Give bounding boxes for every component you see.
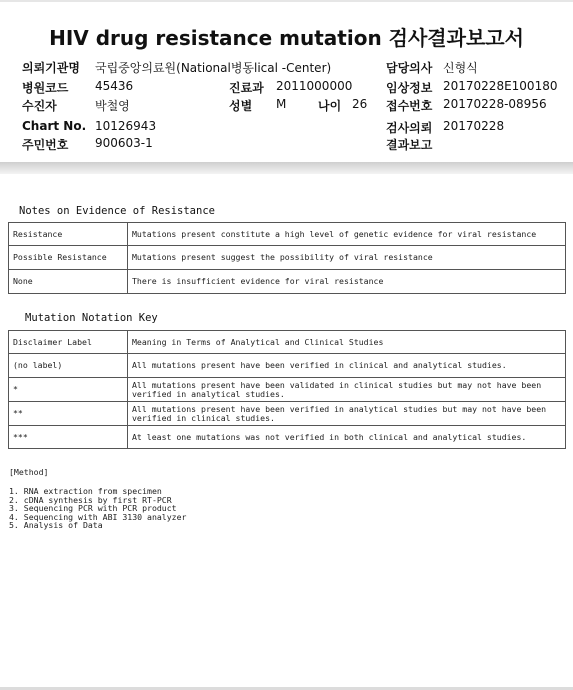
notation-meaning (128, 402, 566, 426)
method-step: 3. Sequencing PCR with PCR product (9, 503, 177, 514)
section-divider (0, 162, 573, 174)
dept-label: 진료과 (229, 81, 264, 95)
clinical-info-value: 20170228E100180 (443, 79, 558, 93)
doctor-label: 담당의사 (386, 61, 433, 75)
evidence-term: Resistance (9, 223, 128, 246)
patient-label: 수진자 (22, 99, 57, 113)
notation-label: *** (9, 426, 128, 449)
evidence-desc: There is insufficient evidence for viral resistance (128, 270, 566, 294)
patient-value: 박철영 (95, 99, 130, 113)
table-row (9, 331, 566, 354)
notation-header-label: Disclaimer Label (9, 331, 128, 354)
request-date-label: 검사의뢰 (386, 121, 433, 135)
evidence-desc: Mutations present constitute a high level of genetic evidence for viral resistance (128, 223, 566, 246)
evidence-term: None (9, 270, 128, 294)
institution-value: 국립중앙의료원(National병동lical -Center) (95, 61, 332, 75)
method-step: 5. Analysis of Data (9, 520, 103, 531)
chart-number-value: 10126943 (95, 119, 157, 133)
institution-label: 의뢰기관명 (22, 61, 80, 75)
notation-meaning-line: verified in clinical studies. (132, 412, 275, 423)
notation-label: * (9, 378, 128, 402)
notation-label: (no label) (9, 354, 128, 378)
method-step: 1. RNA extraction from specimen (9, 486, 162, 496)
evidence-table (8, 222, 566, 294)
notation-meaning-line: verified in analytical studies. (132, 388, 285, 399)
notation-header-meaning: Meaning in Terms of Analytical and Clinical Studies (128, 331, 566, 354)
notation-table (8, 330, 566, 449)
result-report-label: 결과보고 (386, 138, 433, 152)
table-row (9, 223, 566, 246)
rrn-label: 주민번호 (22, 138, 69, 152)
top-border (0, 0, 573, 2)
method-heading: [Method] (9, 467, 49, 477)
sex-value: M (276, 97, 287, 111)
rrn-value: 900603-1 (95, 136, 153, 150)
notation-meaning-line: All mutations present have been validated in clinical studies but may not have been (132, 379, 542, 390)
clinical-info-label: 임상정보 (386, 81, 433, 95)
evidence-desc: Mutations present suggest the possibility of viral resistance (128, 246, 566, 270)
table-row (9, 426, 566, 449)
table-row (9, 246, 566, 270)
report-title: HIV drug resistance mutation 검사결과보고서 (49, 26, 524, 50)
method-list (9, 487, 186, 530)
notation-meaning (128, 378, 566, 402)
notation-meaning: All mutations present have been verified in clinical and analytical studies. (128, 354, 566, 378)
dept-value: 2011000000 (276, 79, 353, 93)
receipt-number-value: 20170228-08956 (443, 97, 547, 111)
table-row (9, 270, 566, 294)
request-date-value: 20170228 (443, 119, 505, 133)
hospital-code-value: 45436 (95, 79, 134, 93)
table-row (9, 354, 566, 378)
method-step: 4. Sequencing with ABI 3130 analyzer (9, 511, 187, 522)
table-row (9, 402, 566, 426)
age-value: 26 (352, 97, 368, 111)
evidence-term: Possible Resistance (9, 246, 128, 270)
notation-meaning: At least one mutations was not verified in both clinical and analytical studies. (128, 426, 566, 449)
table-row (9, 378, 566, 402)
evidence-heading: Notes on Evidence of Resistance (19, 205, 215, 217)
receipt-number-label: 접수번호 (386, 99, 433, 113)
doctor-value: 신형식 (443, 61, 478, 75)
method-step: 2. cDNA synthesis by first RT-PCR (9, 494, 172, 505)
notation-meaning-line: All mutations present have been verified in analytical studies but may not have been (132, 403, 547, 414)
age-label: 나이 (318, 99, 342, 113)
notation-heading: Mutation Notation Key (25, 312, 158, 324)
notation-label: ** (9, 402, 128, 426)
chart-number-label: Chart No. (22, 119, 87, 133)
sex-label: 성별 (229, 99, 253, 113)
hospital-code-label: 병원코드 (22, 81, 69, 95)
